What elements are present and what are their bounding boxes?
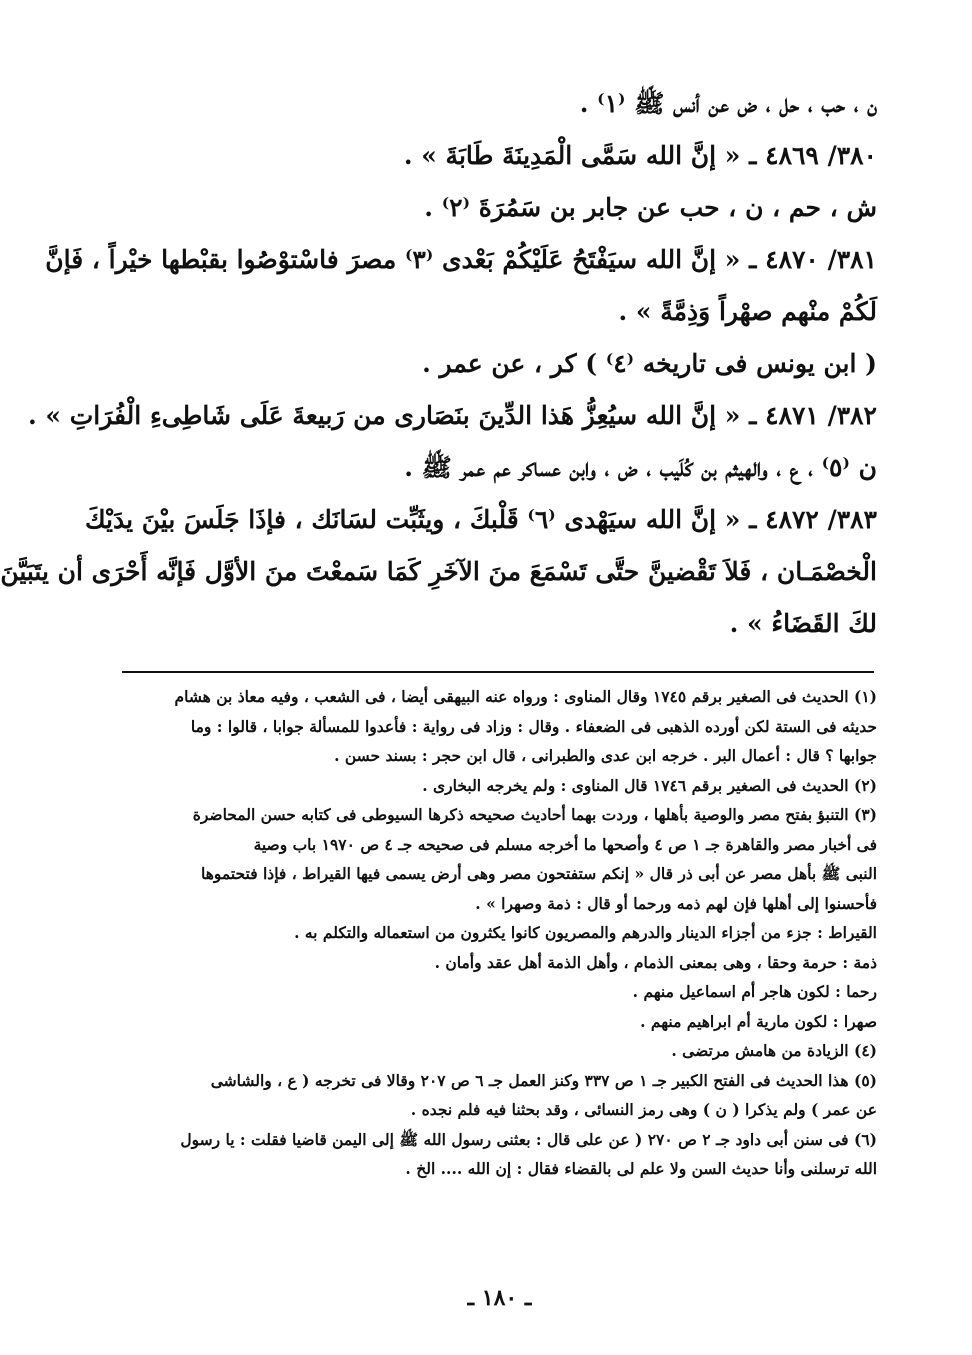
gloss-sihr: صهرا : لكون مارية أم ابراهيم منهم . [640,1011,877,1031]
hadith-380: ٣٨٠/ ٤٨٦٩ ـ « إنَّ الله سَمَّى الْمَدِينَةَ طَابَةَ » . [403,141,877,170]
footnote-1-line-2: حديثه فى الستة لكن أورده الذهبى فى الضعفاء . وقال : وزاد فى رواية : فأعدوا للمسألة جوابا ، قالوا : وما [190,716,877,736]
main-text [0,78,877,650]
source-line-381: ( ابن يونس فى تاريخه ⁽٤⁾ ) كر ، عن عمر . [422,349,877,378]
source-line-380: ش ، حم ، ن ، حب عن جابر بن سَمُرَةَ ⁽٢⁾ . [424,193,877,222]
hadith-383-line-2: الْخصْمَـان ، فَلاَ تَقْضينَّ حتَّى تَسْمَعَ منَ الآخَرِ كَمَا سَمعْتَ منَ الأوَّل فَإنَّه أَحْرَى أن يتَبَيَّنَ [0,557,877,586]
gloss-dhimma: ذمة : حرمة وحقا ، وهى بمعنى الذمام ، وأهل الذمة أهل عقد وأمان . [434,952,877,972]
hadith-383-line-3: لكَ القَضَاءُ » . [729,609,877,638]
footnote-4: (٤) الزيادة من هامش مرتضى . [671,1041,877,1060]
footnote-6-line-1: (٦) فى سنن أبى داود جـ ٢ ص ٢٧٠ ( عن على قال : بعثنى رسول الله ﷺ إلى اليمن قاضيا فقلت : يا رسول [180,1129,877,1149]
footnote-6-line-2: الله ترسلنى وأنا حديث السن ولا علم لى بالقضاء فقال : إن الله .... الخ . [405,1159,877,1178]
footnote-2: (٢) الحديث فى الصغير برقم ١٧٤٦ قال المناوى : ولم يخرجه البخارى . [422,775,877,795]
hadith-381-line-1: ٣٨١/ ٤٨٧٠ ـ « إنَّ الله سيَفْتَحُ عَلَيْكُمْ بَعْدى ⁽٣⁾ مصرَ فاسْتوْصُوا بقبْطها خيْراً ، فَإنَّ [45,245,877,274]
footnote-5-line-2: عن عمر ) ولم يذكرا ( ن ) وهى رمز النسائى ، وقد بحثنا فيه فلم نجده . [410,1100,877,1119]
footnote-3-line-3: النبى ﷺ بأهل مصر عن أبى ذر قال « إنكم ستفتحون مصر وهى أرض يسمى فيها القيراط ، فإذا فتحتموها [200,864,877,883]
footnote-1-line-3: جوابها ؟ قال : أعمال البر . خرجه ابن عدى والطبرانى ، قال ابن حجر : بسند حسن . [334,746,877,765]
footnotes [105,682,877,1184]
hadith-382: ٣٨٢/ ٤٨٧١ ـ « إنَّ الله سيُعِزُّ هَذا الدِّينَ بنَصَارى من رَبيعةَ عَلَى شَاطِىءِ الْفُرَاتِ » . [28,401,877,430]
hadith-381-line-2: لَكُمْ منْهم صهْراً وَذِمَّةً » . [618,297,877,326]
footnote-3-line-4: فأحسنوا إلى أهلها فإن لهم ذمه ورحما أو قال : ذمة وصهرا » . [475,893,877,913]
footnote-1-line-1: (١) الحديث فى الصغير برقم ١٧٤٥ وقال المناوى : ورواه عنه البيهقى أيضا ، فى الشعب ، وفيه معاذ بن هشام [174,687,877,706]
footnote-divider [122,671,874,673]
gloss-qirat: القيراط : جزء من أجزاء الدينار والدرهم والمصريون كانوا يكثرون من استعماله والتكلم به . [294,923,877,942]
footnote-3-line-1: (٣) التنبؤ بفتح مصر والوصية بأهلها ، وردت بهما أحاديث صحيحه ذكرها السيوطى فى كتابه حسن المحاضرة [192,805,877,824]
source-line-379: ن ، حب ، حل ، ض عن أنس ﷺ ⁽١⁾ . [579,89,877,118]
source-line-382: ن ⁽٥⁾ ، ع ، والهيثم بن كُلَيب ، ض ، وابن عساكر عم عمر ﷺ . [404,453,877,482]
hadith-383-line-1: ٣٨٣/ ٤٨٧٢ ـ « إنَّ الله سيَهْدى ⁽٦⁾ قَلْبكَ ، ويثَبِّت لسَانَك ، فإذَا جَلَسَ بيْنَ يدَيْكَ [84,505,877,534]
footnote-5-line-1: (٥) هذا الحديث فى الفتح الكبير جـ ١ ص ٣٣٧ وكنز العمل جـ ٦ ص ٢٠٧ وقالا فى تخرجه ( ع ، والشاشى [210,1070,877,1090]
gloss-rahim: رحما : لكون هاجر أم اسماعيل منهم . [632,982,877,1001]
footnote-3-line-2: فى أخبار مصر والقاهرة جـ ١ ص ٤ وأصحها ما أخرجه مسلم فى صحيحه جـ ٤ ص ١٩٧٠ باب وصية [253,834,877,854]
page-number: ـ ١٨٠ ـ [467,1285,532,1311]
